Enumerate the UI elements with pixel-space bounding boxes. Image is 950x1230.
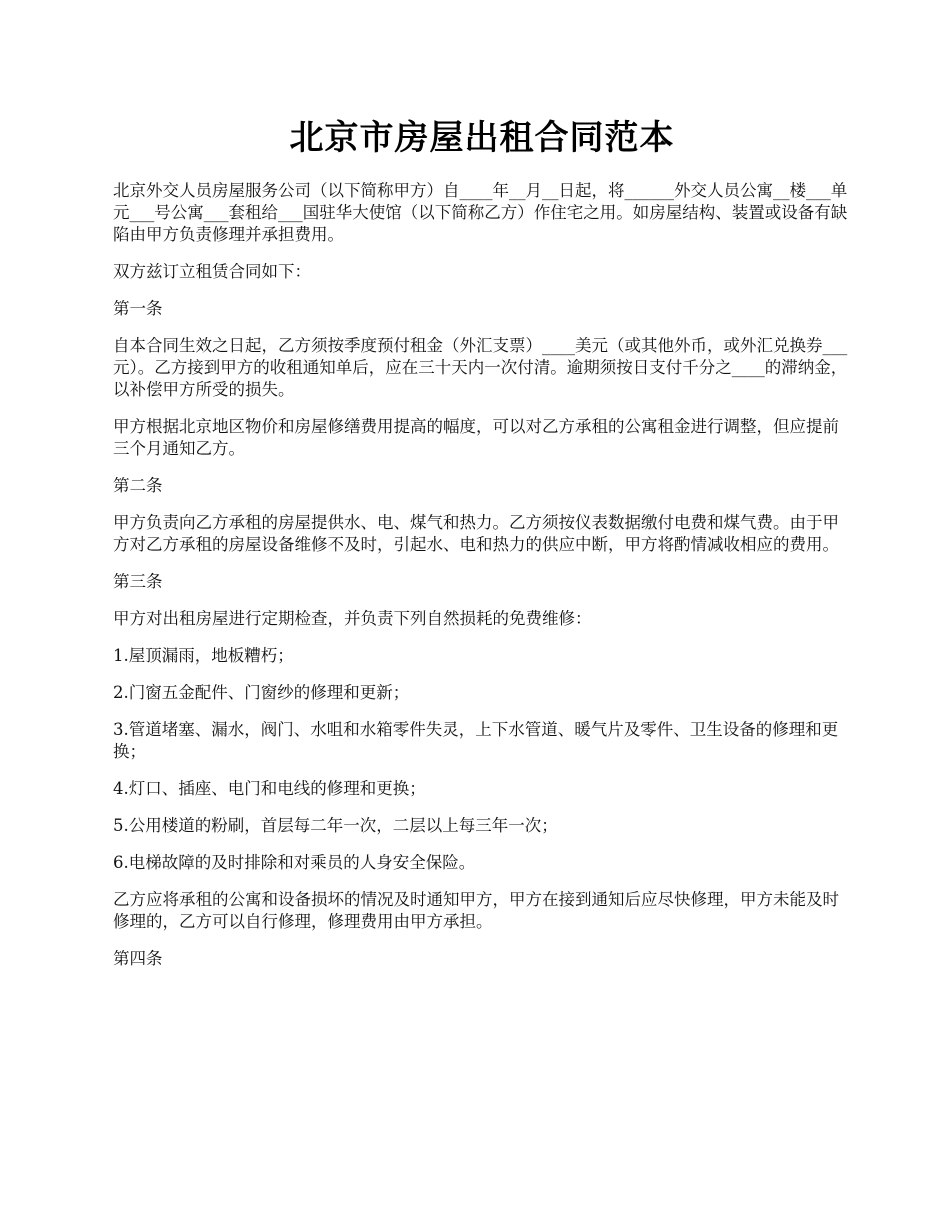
article-3-list-item: 3.管道堵塞、漏水，阀门、水咀和水箱零件失灵，上下水管道、暖气片及零件、卫生设备的修理和更换；: [113, 720, 839, 761]
article-heading-3: 第三条: [113, 572, 163, 591]
article-3-paragraph: 乙方应将承租的公寓和设备损坏的情况及时通知甲方，甲方在接到通知后应尽快修理，甲方未能及时修理的，乙方可以自行修理，修理费用由甲方承担。: [113, 890, 839, 931]
article-3-list-item: 5.公用楼道的粉刷，首层每二年一次，二层以上每三年一次；: [113, 816, 558, 835]
intro-paragraph: 北京外交人员房屋服务公司（以下简称甲方）自____年__月__日起，将______外交人员公寓__楼___单元___号公寓___套租给___国驻华大使馆（以下简称乙方）作住宅之用。如房屋结构、装置或设备有缺陷由甲方负责修理并承担费用。: [113, 181, 848, 244]
article-heading-1: 第一条: [113, 299, 163, 318]
document-page: [113, 118, 851, 985]
document-title: 北京市房屋出租合同范本: [289, 118, 675, 158]
article-3-paragraph: 甲方对出租房屋进行定期检查，并负责下列自然损耗的免费维修：: [113, 609, 592, 628]
article-2-paragraph: 甲方负责向乙方承租的房屋提供水、电、煤气和热力。乙方须按仪表数据缴付电费和煤气费。由于甲方对乙方承租的房屋设备维修不及时，引起水、电和热力的供应中断，甲方将酌情减收相应的费用。: [113, 513, 839, 554]
article-3-list-item: 6.电梯故障的及时排除和对乘员的人身安全保险。: [113, 853, 476, 872]
article-heading-4: 第四条: [113, 949, 163, 968]
agreement-statement: 双方兹订立租赁合同如下：: [113, 262, 311, 281]
article-3-list-item: 2.门窗五金配件、门窗纱的修理和更新；: [113, 683, 410, 702]
article-3-list-item: 1.屋顶漏雨，地板糟朽；: [113, 646, 294, 665]
article-3-list-item: 4.灯口、插座、电门和电线的修理和更换；: [113, 779, 426, 798]
article-1-paragraph: 甲方根据北京地区物价和房屋修缮费用提高的幅度，可以对乙方承租的公寓租金进行调整，但应提前三个月通知乙方。: [113, 417, 839, 458]
article-1-paragraph: 自本合同生效之日起，乙方须按季度预付租金（外汇支票）____美元（或其他外币，或外汇兑换券___元）。乙方接到甲方的收租通知单后，应在三十天内一次付清。逾期须按日支付千分之____的滞纳金，以补偿甲方所受的损失。: [113, 336, 848, 399]
article-heading-2: 第二条: [113, 476, 163, 495]
